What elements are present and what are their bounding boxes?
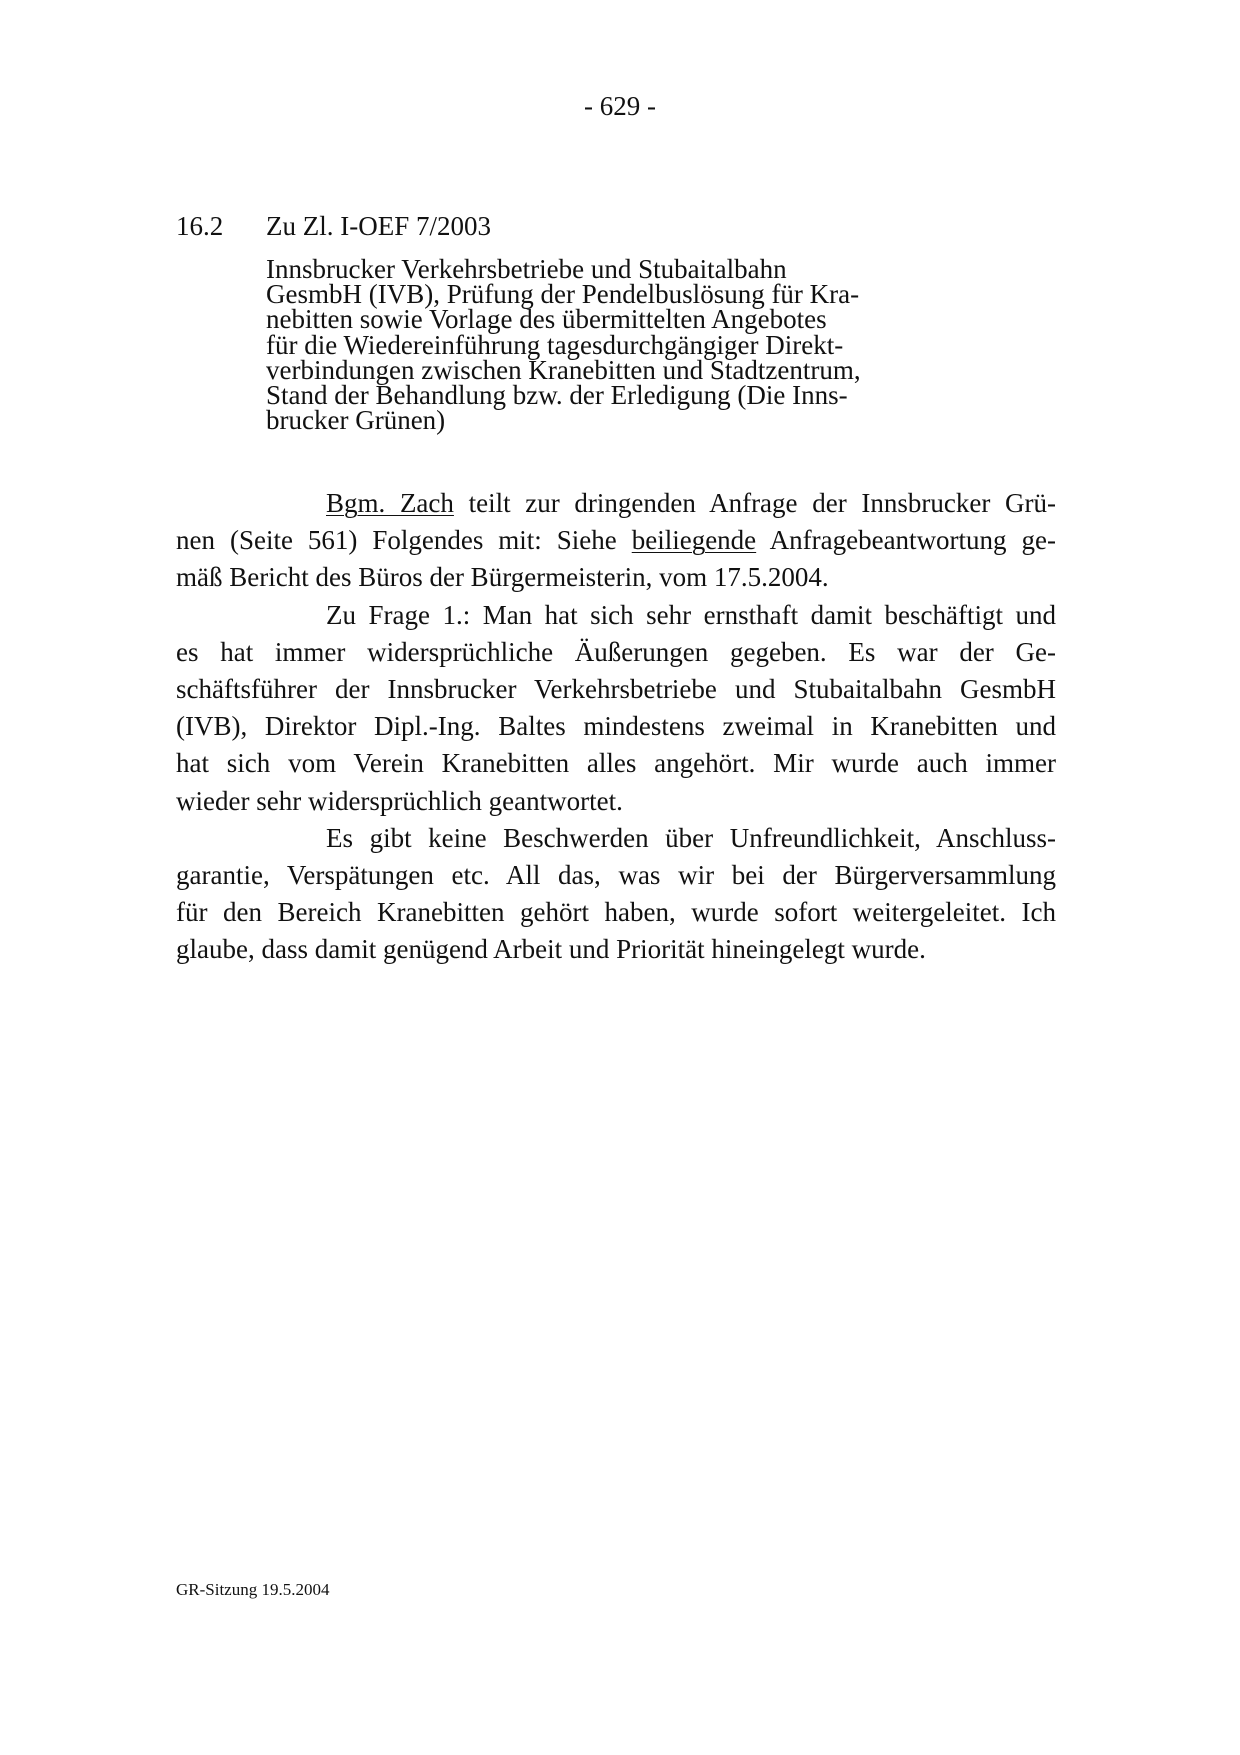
subject-line: brucker Grünen) xyxy=(266,405,446,436)
subject-line: Stand der Behandlung bzw. der Erledigung (Die Inns- xyxy=(266,380,848,411)
paragraph-line: schäftsführer der Innsbrucker Verkehrsbetriebe und Stubaitalbahn GesmbH xyxy=(176,674,1056,705)
subject-line: nebitten sowie Vorlage des übermittelten Angebotes xyxy=(266,304,827,335)
agenda-item-reference: Zu Zl. I-OEF 7/2003 xyxy=(266,211,491,241)
body-text xyxy=(176,485,1056,969)
agenda-item-number: 16.2 xyxy=(176,211,224,241)
subject-line: für die Wiedereinführung tagesdurchgängiger Direkt- xyxy=(266,329,844,360)
agenda-item-subject xyxy=(266,254,926,436)
paragraph-line: für den Bereich Kranebitten gehört haben, wurde sofort weitergeleitet. Ich xyxy=(176,897,1056,928)
paragraph-line: glaube, dass damit genügend Arbeit und Priorität hineingelegt wurde. xyxy=(176,934,926,965)
paragraph-line: mäß Bericht des Büros der Bürgermeisterin, vom 17.5.2004. xyxy=(176,562,829,593)
paragraph-line: garantie, Verspätungen etc. All das, was wir bei der Bürgerversammlung xyxy=(176,860,1056,891)
subject-line: Innsbrucker Verkehrsbetriebe und Stubaitalbahn xyxy=(266,254,787,284)
paragraph-line: wieder sehr widersprüchlich geantwortet. xyxy=(176,785,623,816)
page-number: - 629 - xyxy=(584,91,656,121)
paragraph-line: es hat immer widersprüchliche Äußerungen gegeben. Es war der Ge- xyxy=(176,636,1056,667)
paragraph-line: hat sich vom Verein Kranebitten alles angehört. Mir wurde auch immer xyxy=(176,748,1056,779)
paragraph-line: Zu Frage 1.: Man hat sich sehr ernsthaft damit beschäftigt und xyxy=(326,599,1056,630)
paragraph-line: Es gibt keine Beschwerden über Unfreundlichkeit, Anschluss- xyxy=(326,822,1056,853)
footer-session-date: GR-Sitzung 19.5.2004 xyxy=(176,1580,330,1599)
paragraph-line: (IVB), Direktor Dipl.-Ing. Baltes mindestens zweimal in Kranebitten und xyxy=(176,711,1056,742)
attachment-reference: beiliegende xyxy=(631,525,757,556)
speaker-name: Bgm. Zach xyxy=(326,488,454,518)
paragraph-line: nen (Seite 561) Folgendes mit: Siehe beiliegende Anfragebeantwortung ge- xyxy=(176,525,1056,556)
subject-line: verbindungen zwischen Kranebitten und Stadtzentrum, xyxy=(266,354,861,385)
subject-line: GesmbH (IVB), Prüfung der Pendelbuslösung für Kra- xyxy=(266,279,860,310)
paragraph-line: Bgm. Zach teilt zur dringenden Anfrage der Innsbrucker Grü- xyxy=(326,488,1056,518)
